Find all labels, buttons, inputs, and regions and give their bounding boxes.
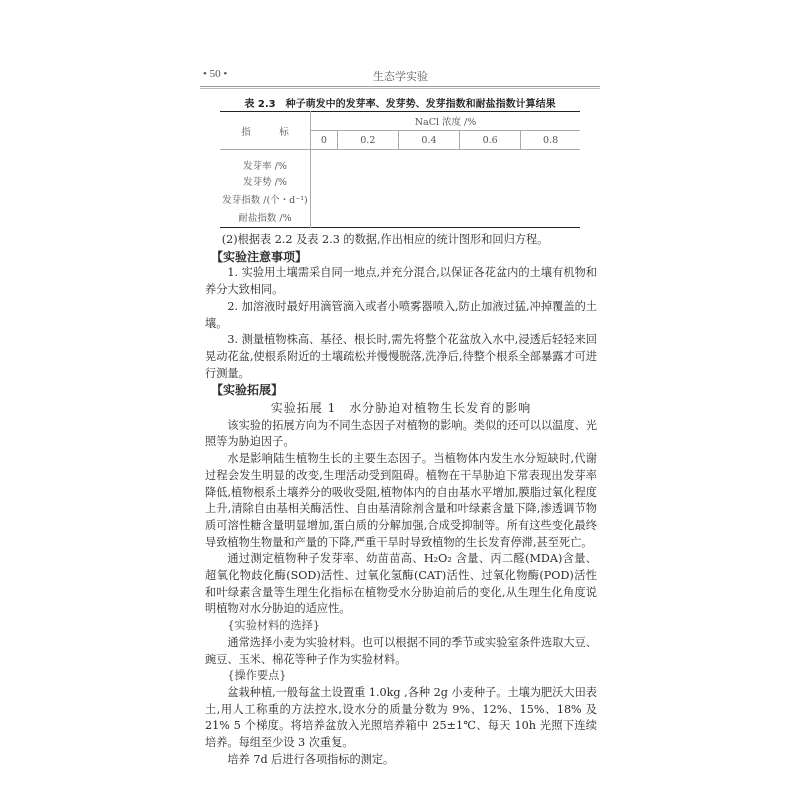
table-caption: 表 2.3 种子萌发中的发芽率、发芽势、发芽指数和耐盐指数计算结果 bbox=[244, 99, 556, 110]
indicator-label: 耐盐指数 /% bbox=[220, 208, 311, 228]
step-2: (2)根据表 2.2 及表 2.3 的数据,作出相应的统计图形和回归方程。 bbox=[221, 233, 549, 246]
book-title: 生态学实验 bbox=[373, 70, 428, 83]
indicator-label: 发芽势 /% bbox=[220, 172, 311, 190]
conc-header: 0.6 bbox=[460, 131, 521, 150]
material-heading: {实验材料的选择} bbox=[227, 619, 320, 633]
note-item: 1. 实验用土壤需采自同一地点,并充分混合,以保证各花盆内的土壤有机物和养分大致相同。 bbox=[205, 266, 597, 297]
index-header: 指 标 bbox=[220, 112, 311, 150]
conc-header: 0 bbox=[311, 131, 338, 150]
conc-header: 0.4 bbox=[398, 131, 459, 150]
final-text: 培养 7d 后进行各项指标的测定。 bbox=[227, 752, 395, 766]
extension-title: 实验拓展 1 水分胁迫对植物生长发育的影响 bbox=[270, 401, 532, 416]
paragraph: 该实验的拓展方向为不同生态因子对植物的影响。类似的还可以以温度、光照等为胁迫因子。 bbox=[205, 418, 597, 449]
group-header: NaCl 浓度 /% bbox=[311, 112, 581, 131]
results-table bbox=[220, 111, 580, 228]
paragraph: 通过测定植物种子发芽率、幼苗苗高、H₂O₂ 含量、丙二醛(MDA)含量、超氧化物歧化酶(SOD)活性、过氧化氢酶(CAT)活性、过氧化物酶(POD)活性和叶绿素含量等生理生化指标在植物受水分胁迫前后的变化,从生理生化角度说明植物对水分胁迫的适应性。 bbox=[205, 552, 597, 616]
indicator-label: 发芽率 /% bbox=[220, 150, 311, 172]
conc-header: 0.8 bbox=[521, 131, 580, 150]
note-item: 2. 加溶液时最好用滴管滴入或者小喷雾器喷入,防止加液过猛,冲掉覆盖的土壤。 bbox=[205, 299, 597, 330]
table-cell bbox=[311, 150, 581, 172]
header-rule bbox=[200, 86, 600, 89]
indicator-label: 发芽指数 /(个・d⁻¹) bbox=[220, 190, 311, 208]
note-item: 3. 测量植物株高、基径、根长时,需先将整个花盆放入水中,浸透后轻轻来回晃动花盆,使根系附近的土壤疏松并慢慢脱落,洗净后,待整个根系全部暴露才可进行测量。 bbox=[205, 333, 597, 380]
table-cell bbox=[311, 172, 581, 190]
paragraph: 水是影响陆生植物生长的主要生态因子。当植物体内发生水分短缺时,代谢过程会发生明显的改变,生理活动受到阻碍。植物在干旱胁迫下常表现出发芽率降低,植物根系土壤养分的吸收受阻,植物体内的自由基水平增加,膜脂过氧化程度上升,清除自由基相关酶活性、自由基清除剂含量和叶绿素含量下降,渗透调节物质可溶性糖含量明显增加,蛋白质的分解加强,合成受抑制等。所有这些变化最终导致植物生物量和产量的下降,严重干旱时导致植物的生长发育停滞,甚至死亡。 bbox=[205, 452, 597, 549]
table-cell bbox=[311, 190, 581, 208]
notes-heading: 【实验注意事项】 bbox=[211, 249, 308, 264]
body-text bbox=[205, 232, 597, 769]
material-text: 通常选择小麦为实验材料。也可以根据不同的季节或实验室条件选取大豆、豌豆、玉米、棉花等种子作为实验材料。 bbox=[205, 635, 597, 666]
page-header bbox=[203, 68, 598, 84]
extension-heading: 【实验拓展】 bbox=[211, 383, 284, 398]
operation-heading: {操作要点} bbox=[227, 669, 287, 683]
page-number: • 50 • bbox=[203, 68, 228, 80]
operation-text: 盆栽种植,一般每盆土设置重 1.0kg ,各种 2g 小麦种子。土壤为肥沃大田表土,用人工称重的方法控水,设水分的质量分数为 9%、12%、15%、18% 及 21% 5 个梯度。将培养盆放入光照培养箱中 25±1℃、每天 10h 光照下连续培养。每组至少设 3 次重复。 bbox=[205, 685, 597, 750]
table-cell bbox=[311, 208, 581, 228]
conc-header: 0.2 bbox=[337, 131, 398, 150]
